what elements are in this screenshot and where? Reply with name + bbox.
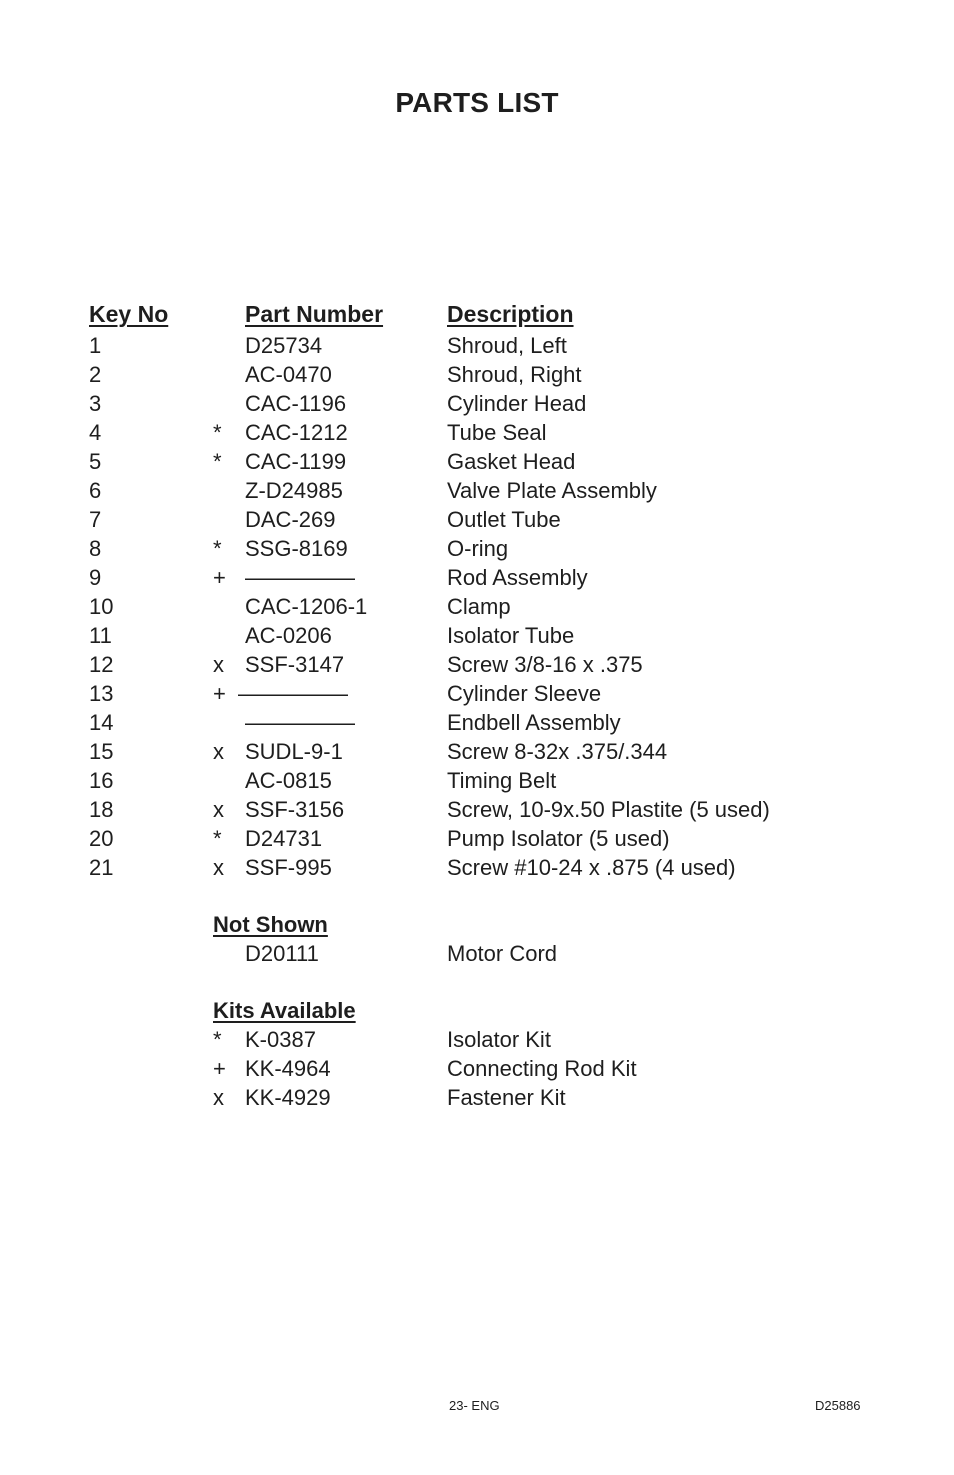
table-row xyxy=(0,766,954,795)
kit-mark: * xyxy=(213,420,222,445)
kit-mark: + xyxy=(213,681,226,706)
description: O-ring xyxy=(447,536,509,561)
key-no: 20 xyxy=(89,826,114,851)
table-row xyxy=(0,592,954,621)
part-number: SSF-995 xyxy=(245,855,332,880)
part-number: Z-D24985 xyxy=(245,478,343,503)
key-no: 18 xyxy=(89,797,114,822)
table-row xyxy=(0,708,954,737)
description: Connecting Rod Kit xyxy=(447,1056,637,1081)
part-number: SSF-3147 xyxy=(245,652,345,677)
parts-table xyxy=(0,331,954,882)
table-row xyxy=(0,476,954,505)
part-number: K-0387 xyxy=(245,1027,316,1052)
header-key-no: Key No xyxy=(89,301,169,327)
part-number: AC-0815 xyxy=(245,768,332,793)
table-row xyxy=(0,360,954,389)
table-row xyxy=(0,621,954,650)
kits-available-title: Kits Available xyxy=(213,998,356,1023)
part-number: D20111 xyxy=(245,941,319,966)
part-number: ————— xyxy=(245,710,355,735)
key-no: 14 xyxy=(89,710,114,735)
table-row xyxy=(0,534,954,563)
parts-table-header xyxy=(0,300,954,329)
description: Clamp xyxy=(447,594,511,619)
table-row xyxy=(0,505,954,534)
description: Fastener Kit xyxy=(447,1085,566,1110)
part-number: SSF-3156 xyxy=(245,797,345,822)
table-row xyxy=(0,447,954,476)
kit-mark: + xyxy=(213,565,226,590)
table-row xyxy=(0,650,954,679)
description: Isolator Kit xyxy=(447,1027,551,1052)
description: Gasket Head xyxy=(447,449,576,474)
key-no: 12 xyxy=(89,652,114,677)
footer-page-number: 23- ENG xyxy=(449,1398,500,1413)
header-description: Description xyxy=(447,301,574,327)
description: Cylinder Sleeve xyxy=(447,681,602,706)
description: Endbell Assembly xyxy=(447,710,621,735)
description: Shroud, Left xyxy=(447,333,567,358)
part-number: KK-4929 xyxy=(245,1085,331,1110)
part-number: ————— xyxy=(238,681,348,706)
description: Valve Plate Assembly xyxy=(447,478,657,503)
list-item xyxy=(0,939,954,968)
table-row xyxy=(0,737,954,766)
table-row xyxy=(0,824,954,853)
description: Pump Isolator (5 used) xyxy=(447,826,670,851)
kit-mark: * xyxy=(213,449,222,474)
key-no: 9 xyxy=(89,565,102,590)
description: Timing Belt xyxy=(447,768,557,793)
description: Outlet Tube xyxy=(447,507,561,532)
key-no: 11 xyxy=(89,623,112,648)
kit-mark: * xyxy=(213,1027,222,1052)
part-number: CAC-1199 xyxy=(245,449,347,474)
part-number: CAC-1206-1 xyxy=(245,594,368,619)
description: Screw #10-24 x .875 (4 used) xyxy=(447,855,736,880)
list-item xyxy=(0,1054,954,1083)
kit-mark: x xyxy=(213,652,224,677)
kit-mark: * xyxy=(213,826,222,851)
part-number: KK-4964 xyxy=(245,1056,331,1081)
key-no: 4 xyxy=(89,420,102,445)
description: Cylinder Head xyxy=(447,391,587,416)
key-no: 21 xyxy=(89,855,114,880)
part-number: CAC-1196 xyxy=(245,391,347,416)
page-title: PARTS LIST xyxy=(395,87,559,118)
table-row xyxy=(0,331,954,360)
description: Isolator Tube xyxy=(447,623,575,648)
table-row xyxy=(0,418,954,447)
key-no: 10 xyxy=(89,594,114,619)
kit-mark: * xyxy=(213,536,222,561)
key-no: 1 xyxy=(89,333,102,358)
part-number: ————— xyxy=(245,565,355,590)
table-row xyxy=(0,853,954,882)
kits-available-section xyxy=(0,996,954,1116)
list-item xyxy=(0,1025,954,1054)
table-row xyxy=(0,679,954,708)
key-no: 16 xyxy=(89,768,114,793)
part-number: SSG-8169 xyxy=(245,536,348,561)
description: Motor Cord xyxy=(447,941,558,966)
key-no: 8 xyxy=(89,536,102,561)
description: Tube Seal xyxy=(447,420,547,445)
key-no: 7 xyxy=(89,507,102,532)
not-shown-section xyxy=(0,910,954,970)
description: Screw 3/8-16 x .375 xyxy=(447,652,643,677)
key-no: 15 xyxy=(89,739,114,764)
description: Screw, 10-9x.50 Plastite (5 used) xyxy=(447,797,770,822)
part-number: D25734 xyxy=(245,333,323,358)
not-shown-title: Not Shown xyxy=(213,912,328,937)
kit-mark: x xyxy=(213,739,224,764)
key-no: 13 xyxy=(89,681,114,706)
kit-mark: x xyxy=(213,1085,224,1110)
part-number: AC-0470 xyxy=(245,362,332,387)
kit-mark: + xyxy=(213,1056,226,1081)
kit-mark: x xyxy=(213,855,224,880)
key-no: 6 xyxy=(89,478,102,503)
key-no: 2 xyxy=(89,362,102,387)
table-row xyxy=(0,389,954,418)
part-number: D24731 xyxy=(245,826,323,851)
description: Screw 8-32x .375/.344 xyxy=(447,739,668,764)
part-number: CAC-1212 xyxy=(245,420,348,445)
key-no: 3 xyxy=(89,391,102,416)
list-item xyxy=(0,1083,954,1112)
table-row xyxy=(0,563,954,592)
key-no: 5 xyxy=(89,449,102,474)
part-number: DAC-269 xyxy=(245,507,336,532)
description: Shroud, Right xyxy=(447,362,582,387)
part-number: AC-0206 xyxy=(245,623,332,648)
table-row xyxy=(0,795,954,824)
part-number: SUDL-9-1 xyxy=(245,739,343,764)
description: Rod Assembly xyxy=(447,565,588,590)
kit-mark: x xyxy=(213,797,224,822)
footer-doc-number: D25886 xyxy=(815,1398,861,1413)
header-part-number: Part Number xyxy=(245,301,384,327)
